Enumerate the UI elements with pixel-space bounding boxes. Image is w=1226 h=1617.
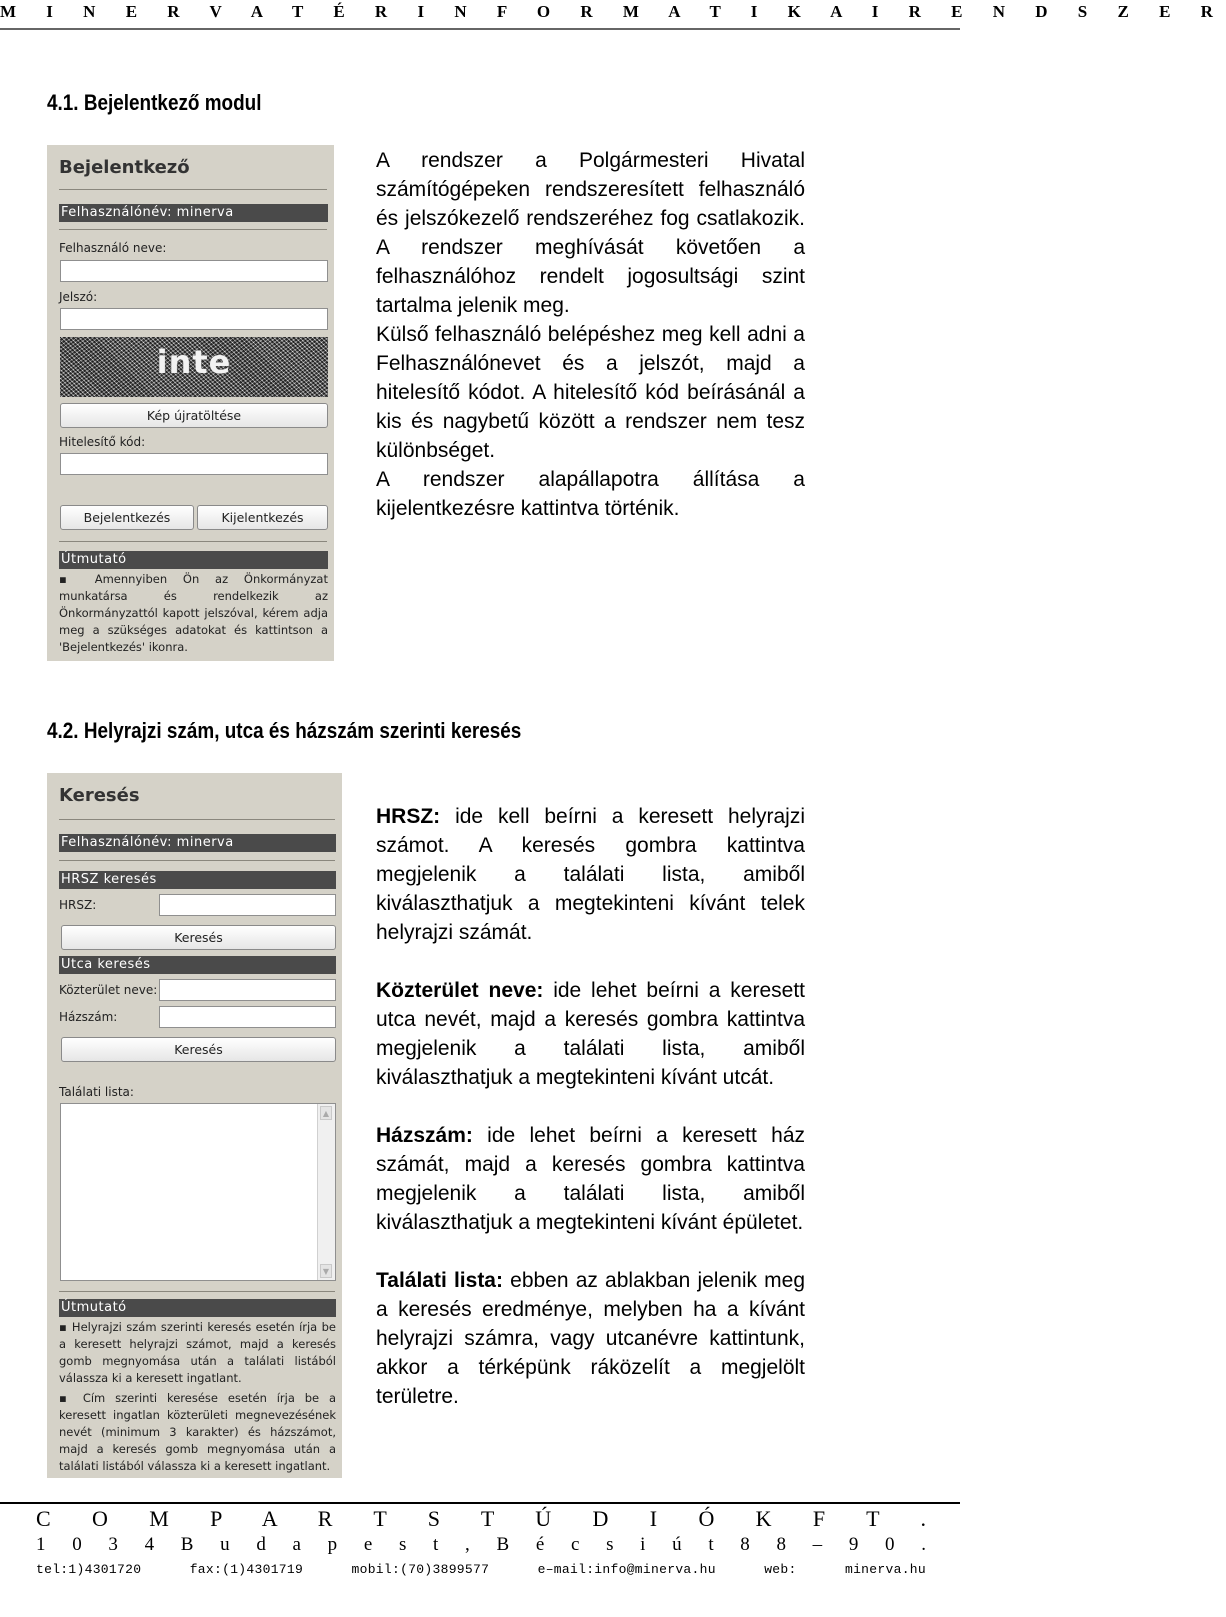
divider — [59, 541, 327, 542]
divider — [59, 860, 335, 861]
results-label: Találati lista: — [59, 1085, 134, 1099]
captcha-code-label: Hitelesítő kód: — [59, 435, 146, 449]
footer-company: C O M P A R T S T Ú D I Ó K F T . — [36, 1506, 926, 1531]
street-name-label: Közterület neve: — [59, 983, 158, 997]
text-house: ide lehet beírni a keresett ház számát, majd a keresés gombra kattintva megjelenik a találati lista, amiből kiválaszthatjuk a megtekinteni kívánt épületet. — [376, 1124, 805, 1234]
captcha-image — [60, 337, 328, 397]
login-panel-screenshot — [47, 145, 334, 661]
results-listbox[interactable] — [60, 1103, 336, 1281]
help-title-bar: Útmutató — [59, 551, 328, 569]
description-block-house — [376, 1121, 805, 1237]
section-title-login: 4.1. Bejelentkező modul — [47, 90, 262, 115]
results-scrollbar[interactable] — [317, 1104, 335, 1280]
help-title-bar: Útmutató — [59, 1299, 336, 1317]
text-hrsz: ide kell beírni a keresett helyrajzi számot. A keresés gombra kattintva megjelenik a találati lista, amiből kiválaszthatjuk a megtekinteni kívánt telek helyrajzi számát. — [376, 805, 805, 944]
description-block-street — [376, 976, 805, 1092]
help-paragraph: ▪ Cím szerinti keresése esetén írja be a keresett ingatlan közterületi megnevezésének nevét (minimum 3 karakter) és házszámot, majd a keresés gomb megnyomása után a találati listából válassza ki a keresett ingatlant. — [59, 1391, 336, 1473]
captcha-code-input[interactable] — [60, 453, 328, 475]
term-street: Közterület neve: — [376, 979, 544, 1002]
help-paragraph: ▪ Helyrajzi szám szerinti keresés esetén írja be a keresett helyrajzi számot, majd a keresés gomb megnyomása után a találati listából válassza ki a keresett ingatlant. — [59, 1320, 336, 1385]
text-results: ebben az ablakban jelenik meg a keresés eredménye, melyben ha a kívánt helyrajzi számra, vagy utcanévre kattintunk, akkor a térképünk ráközelít a megjelölt területre. — [376, 1269, 805, 1408]
reload-captcha-button[interactable]: Kép újratöltése — [60, 403, 328, 428]
help-text — [59, 1319, 336, 1478]
street-name-input[interactable] — [159, 979, 336, 1001]
scroll-up-icon[interactable]: ▲ — [320, 1106, 332, 1120]
username-status-bar: Felhasználónév: minerva — [59, 204, 328, 222]
help-text — [59, 571, 328, 659]
divider — [59, 229, 327, 230]
username-input[interactable] — [60, 260, 328, 282]
document-header — [0, 0, 1226, 30]
footer-rule — [0, 1502, 960, 1504]
header-title: M I N E R V A T É R I N F O R M A T I K A I R E N D S Z E R — [0, 2, 1226, 21]
password-input[interactable] — [60, 308, 328, 330]
term-hrsz: HRSZ: — [376, 805, 441, 828]
street-search-bar: Utca keresés — [59, 956, 336, 974]
description-paragraph: Külső felhasználó belépéshez meg kell adni a Felhasználónevet és a jelszót, majd a hitelesítő kódot. A hitelesítő kód beírásánál a kis és nagybetű között a rendszer nem tesz különbséget. — [376, 323, 805, 462]
house-number-input[interactable] — [159, 1006, 336, 1028]
divider — [59, 189, 327, 190]
login-button[interactable]: Bejelentkezés — [60, 505, 194, 530]
footer-address: 1 0 3 4 B u d a p e s t , B é c s i ú t 8 8 – 9 0 . — [36, 1534, 926, 1555]
street-search-button[interactable]: Keresés — [61, 1037, 336, 1062]
password-label: Jelszó: — [59, 290, 98, 304]
section-title-search: 4.2. Helyrajzi szám, utca és házszám szerinti keresés — [47, 718, 522, 743]
login-panel-title: Bejelentkező — [59, 157, 190, 178]
footer-contacts: tel:1)4301720 fax:(1)4301719 mobil:(70)3899577 e–mail:info@minerva.hu web: minerva.hu — [36, 1562, 926, 1577]
text-street: ide lehet beírni a keresett utca nevét, majd a keresés gombra kattintva megjelenik a találati lista, amiből kiválaszthatjuk a megtekinteni kívánt utcát. — [376, 979, 805, 1089]
username-label: Felhasználó neve: — [59, 241, 167, 255]
hrsz-label: HRSZ: — [59, 898, 97, 912]
help-paragraph: ▪ Amennyiben Ön az Önkormányzat munkatársa és rendelkezik az Önkormányzattól kapott jelszóval, kérem adja meg a szükséges adatokat és kattintson a 'Bejelentkezés' ikonra. — [59, 572, 328, 654]
hrsz-search-button[interactable]: Keresés — [61, 925, 336, 950]
divider — [59, 1291, 335, 1292]
term-house: Házszám: — [376, 1124, 473, 1147]
search-panel-screenshot — [47, 773, 342, 1478]
hrsz-input[interactable] — [159, 894, 336, 916]
description-block-results — [376, 1266, 805, 1411]
term-results: Találati lista: — [376, 1269, 503, 1292]
description-block-hrsz — [376, 802, 805, 947]
search-panel-title: Keresés — [59, 785, 140, 806]
hrsz-search-bar: HRSZ keresés — [59, 871, 336, 889]
logout-button[interactable]: Kijelentkezés — [197, 505, 328, 530]
captcha-text: inte — [156, 343, 232, 381]
house-number-label: Házszám: — [59, 1010, 118, 1024]
login-description — [376, 146, 805, 523]
divider — [59, 819, 335, 820]
description-paragraph: A rendszer a Polgármesteri Hivatal számítógépeken rendszeresített felhasználó és jelszókezelő rendszeréhez fog csatlakozik. A rendszer meghívását követően a felhasználóhoz rendelt jogosultsági szint tartalma jelenik meg. — [376, 149, 805, 317]
scroll-down-icon[interactable]: ▼ — [320, 1264, 332, 1278]
description-paragraph: A rendszer alapállapotra állítása a kijelentkezésre kattintva történik. — [376, 468, 805, 520]
username-status-bar: Felhasználónév: minerva — [59, 834, 336, 852]
search-description — [376, 802, 805, 1411]
